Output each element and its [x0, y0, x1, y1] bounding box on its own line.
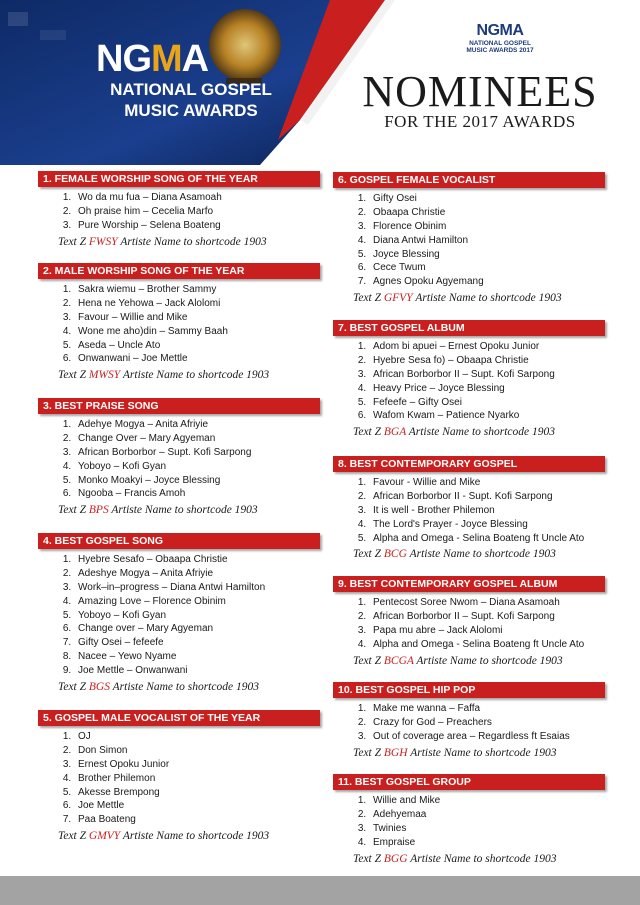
category-title: 4. BEST GOSPEL SONG — [38, 533, 320, 549]
nominee-list — [38, 191, 320, 233]
sms-prefix: Text Z — [353, 426, 382, 439]
nominee-item: 9. Joe Mettle – Onwanwani — [74, 664, 320, 678]
sms-prefix: Text Z — [58, 369, 87, 382]
sms-code: GFVY — [383, 292, 413, 305]
nominee-item: 3. It is well - Brother Philemon — [369, 504, 605, 518]
sms-code: MWSY — [88, 369, 121, 382]
nominee-item: 4. Diana Antwi Hamilton — [369, 234, 605, 248]
nominee-item: 2. African Borborbor II - Supt. Kofi Sarpong — [369, 490, 605, 504]
sms-suffix: Artiste Name to shortcode 1903 — [111, 504, 258, 517]
nominee-item: 1. Wo da mu fua – Diana Asamoah — [74, 191, 320, 205]
nominee-item: 7. Agnes Opoku Agyemang — [369, 275, 605, 289]
category-section — [333, 320, 605, 438]
nominee-item: 5. Alpha and Omega - Selina Boateng ft Uncle Ato — [369, 532, 605, 546]
sms-prefix: Text Z — [353, 746, 382, 759]
logo-line1: NATIONAL GOSPEL — [110, 80, 272, 99]
sms-voting-instruction — [38, 681, 320, 693]
nominee-item: 4. Amazing Love – Florence Obinim — [74, 595, 320, 609]
nominee-item: 2. Obaapa Christie — [369, 206, 605, 220]
sms-suffix: Artiste Name to shortcode 1903 — [410, 852, 557, 865]
nominee-item: 6. Joe Mettle — [74, 799, 320, 813]
small-logo-line1: NATIONAL GOSPEL — [469, 40, 531, 47]
sms-suffix: Artiste Name to shortcode 1903 — [415, 292, 562, 305]
category-section — [333, 172, 605, 304]
category-title: 5. GOSPEL MALE VOCALIST OF THE YEAR — [38, 710, 320, 726]
sms-suffix: Artiste Name to shortcode 1903 — [409, 548, 556, 561]
nominee-item: 4. Brother Philemon — [74, 772, 320, 786]
sms-suffix: Artiste Name to shortcode 1903 — [416, 654, 563, 667]
category-section — [333, 456, 605, 560]
nominee-item: 5. Yoboyo – Kofi Gyan — [74, 609, 320, 623]
category-title: 1. FEMALE WORSHIP SONG OF THE YEAR — [38, 171, 320, 187]
category-title: 9. BEST CONTEMPORARY GOSPEL ALBUM — [333, 576, 605, 592]
nominee-item: 4. Empraise — [369, 836, 605, 850]
sms-suffix: Artiste Name to shortcode 1903 — [408, 426, 556, 439]
sms-code: BCGA — [383, 654, 414, 667]
sms-voting-instruction — [333, 292, 605, 304]
nominee-item: 6. Ngooba – Francis Amoh — [74, 487, 320, 501]
nominee-item: 2. Crazy for God – Preachers — [369, 716, 605, 730]
nominee-item: 1. Adehye Mogya – Anita Afriyie — [74, 418, 320, 432]
nominee-item: 3. Papa mu abre – Jack Alolomi — [369, 624, 605, 638]
category-section — [38, 533, 320, 693]
sms-voting-instruction — [38, 236, 320, 248]
nominee-item: 6. Wafom Kwam – Patience Nyarko — [369, 409, 605, 423]
sms-voting-instruction — [333, 426, 605, 438]
category-title: 3. BEST PRAISE SONG — [38, 398, 320, 414]
sms-prefix: Text Z — [58, 830, 87, 843]
category-title: 10. BEST GOSPEL HIP POP — [333, 682, 605, 698]
sms-code: BPS — [88, 504, 109, 517]
sms-voting-instruction — [38, 504, 320, 516]
nominee-list — [333, 794, 605, 850]
nominee-item: 2. African Borborbor II – Supt. Kofi Sarpong — [369, 610, 605, 624]
nominee-item: 1. Gifty Osei — [369, 192, 605, 206]
nominee-item: 2. Hyebre Sesa fo) – Obaapa Christie — [369, 354, 605, 368]
sms-suffix: Artiste Name to shortcode 1903 — [122, 369, 270, 382]
category-section — [38, 710, 320, 842]
nominee-item: 4. Alpha and Omega - Selina Boateng ft Uncle Ato — [369, 638, 605, 652]
category-section — [38, 263, 320, 381]
sms-code: GMVY — [88, 830, 121, 843]
nominee-list — [333, 702, 605, 744]
nominee-item: 1. Sakra wiemu – Brother Sammy — [74, 283, 320, 297]
nominee-item: 6. Onwanwani – Joe Mettle — [74, 352, 320, 366]
sms-code: BGG — [383, 852, 408, 865]
nominee-item: 5. Fefeefe – Gifty Osei — [369, 396, 605, 410]
sms-suffix: Artiste Name to shortcode 1903 — [120, 235, 267, 248]
sms-prefix: Text Z — [353, 654, 382, 667]
category-section — [333, 774, 605, 865]
header-banner — [0, 0, 640, 165]
nominee-item: 3. Twinies — [369, 822, 605, 836]
category-section — [38, 171, 320, 248]
nominee-item: 3. Pure Worship – Selena Boateng — [74, 219, 320, 233]
nominee-list — [38, 553, 320, 678]
nominee-item: 2. Don Simon — [74, 744, 320, 758]
nominee-item: 2. Adeshye Mogya – Anita Afriyie — [74, 567, 320, 581]
category-title: 8. BEST CONTEMPORARY GOSPEL — [333, 456, 605, 472]
nominee-item: 3. Out of coverage area – Regardless ft Esaias — [369, 730, 605, 744]
nominee-item: 6. Cece Twum — [369, 261, 605, 275]
category-title: 7. BEST GOSPEL ALBUM — [333, 320, 605, 336]
nominee-item: 2. Change Over – Mary Agyeman — [74, 432, 320, 446]
sms-code: BCG — [383, 548, 407, 561]
nominee-item: 1. Hyebre Sesafo – Obaapa Christie — [74, 553, 320, 567]
nominee-item: 1. OJ — [74, 730, 320, 744]
nominee-item: 5. Joyce Blessing — [369, 248, 605, 262]
nominee-item: 7. Gifty Osei – fefeefe — [74, 636, 320, 650]
category-title: 6. GOSPEL FEMALE VOCALIST — [333, 172, 605, 188]
sms-voting-instruction — [333, 747, 605, 759]
nominee-item: 4. Yoboyo – Kofi Gyan — [74, 460, 320, 474]
sms-suffix: Artiste Name to shortcode 1903 — [112, 681, 259, 694]
nominee-item: 1. Favour - Willie and Mike — [369, 476, 605, 490]
small-ngma-logo — [440, 22, 560, 54]
category-section — [333, 682, 605, 759]
logo-m: M — [151, 38, 182, 80]
sms-code: BGH — [383, 746, 408, 759]
nominee-list — [38, 730, 320, 827]
sms-prefix: Text Z — [353, 292, 382, 305]
sms-prefix: Text Z — [58, 504, 87, 517]
nominee-item: 3. African Borborbor – Supt. Kofi Sarpong — [74, 446, 320, 460]
sms-suffix: Artiste Name to shortcode 1903 — [122, 830, 270, 843]
sms-code: BGS — [88, 681, 110, 694]
nominee-item: 8. Nacee – Yewo Nyame — [74, 650, 320, 664]
logo-ng: NG — [96, 38, 151, 80]
nominee-item: 3. Ernest Opoku Junior — [74, 758, 320, 772]
small-logo-word: NGMA — [476, 22, 524, 39]
sms-voting-instruction — [38, 369, 320, 381]
nominee-item: 3. Work–in–progress – Diana Antwi Hamilton — [74, 581, 320, 595]
nominee-list — [38, 283, 320, 366]
sms-prefix: Text Z — [58, 235, 87, 248]
footer-bar — [0, 876, 640, 905]
sms-code: BGA — [383, 426, 407, 439]
sms-voting-instruction — [38, 830, 320, 842]
nominee-item: 3. Florence Obinim — [369, 220, 605, 234]
nominee-item: 5. Akesse Brempong — [74, 786, 320, 800]
nominee-item: 4. Wone me aho)din – Sammy Baah — [74, 325, 320, 339]
nominee-item: 1. Willie and Mike — [369, 794, 605, 808]
nominee-item: 1. Make me wanna – Faffa — [369, 702, 605, 716]
nominee-list — [38, 418, 320, 501]
page-title: NOMINEES — [362, 67, 598, 116]
sms-voting-instruction — [333, 655, 605, 667]
nominee-item: 1. Adom bi apuei – Ernest Opoku Junior — [369, 340, 605, 354]
nominee-list — [333, 192, 605, 289]
logo-line2: MUSIC AWARDS — [124, 101, 258, 120]
sms-prefix: Text Z — [353, 852, 382, 865]
nominee-list — [333, 596, 605, 652]
nominee-item: 2. Hena ne Yehowa – Jack Alolomi — [74, 297, 320, 311]
sms-prefix: Text Z — [353, 548, 382, 561]
nominee-item: 2. Oh praise him – Cecelia Marfo — [74, 205, 320, 219]
category-title: 11. BEST GOSPEL GROUP — [333, 774, 605, 790]
small-logo-line2: MUSIC AWARDS 2017 — [466, 47, 534, 54]
nominee-list — [333, 476, 605, 545]
nominee-item: 5. Aseda – Uncle Ato — [74, 339, 320, 353]
nominee-list — [333, 340, 605, 423]
sms-voting-instruction — [333, 548, 605, 560]
nominee-item: 1. Pentecost Soree Nwom – Diana Asamoah — [369, 596, 605, 610]
nominee-item: 2. Adehyemaa — [369, 808, 605, 822]
category-section — [333, 576, 605, 667]
nominee-item: 4. The Lord's Prayer - Joyce Blessing — [369, 518, 605, 532]
logo-a: A — [181, 38, 209, 80]
nominee-item: 6. Change over – Mary Agyeman — [74, 622, 320, 636]
nominee-item: 7. Paa Boateng — [74, 813, 320, 827]
sms-prefix: Text Z — [58, 681, 87, 694]
page-subtitle: FOR THE 2017 AWARDS — [384, 112, 576, 131]
sms-code: FWSY — [88, 235, 118, 248]
sms-suffix: Artiste Name to shortcode 1903 — [410, 746, 557, 759]
nominee-item: 5. Monko Moakyi – Joyce Blessing — [74, 474, 320, 488]
nominee-item: 4. Heavy Price – Joyce Blessing — [369, 382, 605, 396]
nominee-item: 3. African Borborbor II – Supt. Kofi Sarpong — [369, 368, 605, 382]
category-section — [38, 398, 320, 516]
ngma-logo — [96, 40, 306, 120]
nominee-item: 3. Favour – Willie and Mike — [74, 311, 320, 325]
category-title: 2. MALE WORSHIP SONG OF THE YEAR — [38, 263, 320, 279]
sms-voting-instruction — [333, 853, 605, 865]
